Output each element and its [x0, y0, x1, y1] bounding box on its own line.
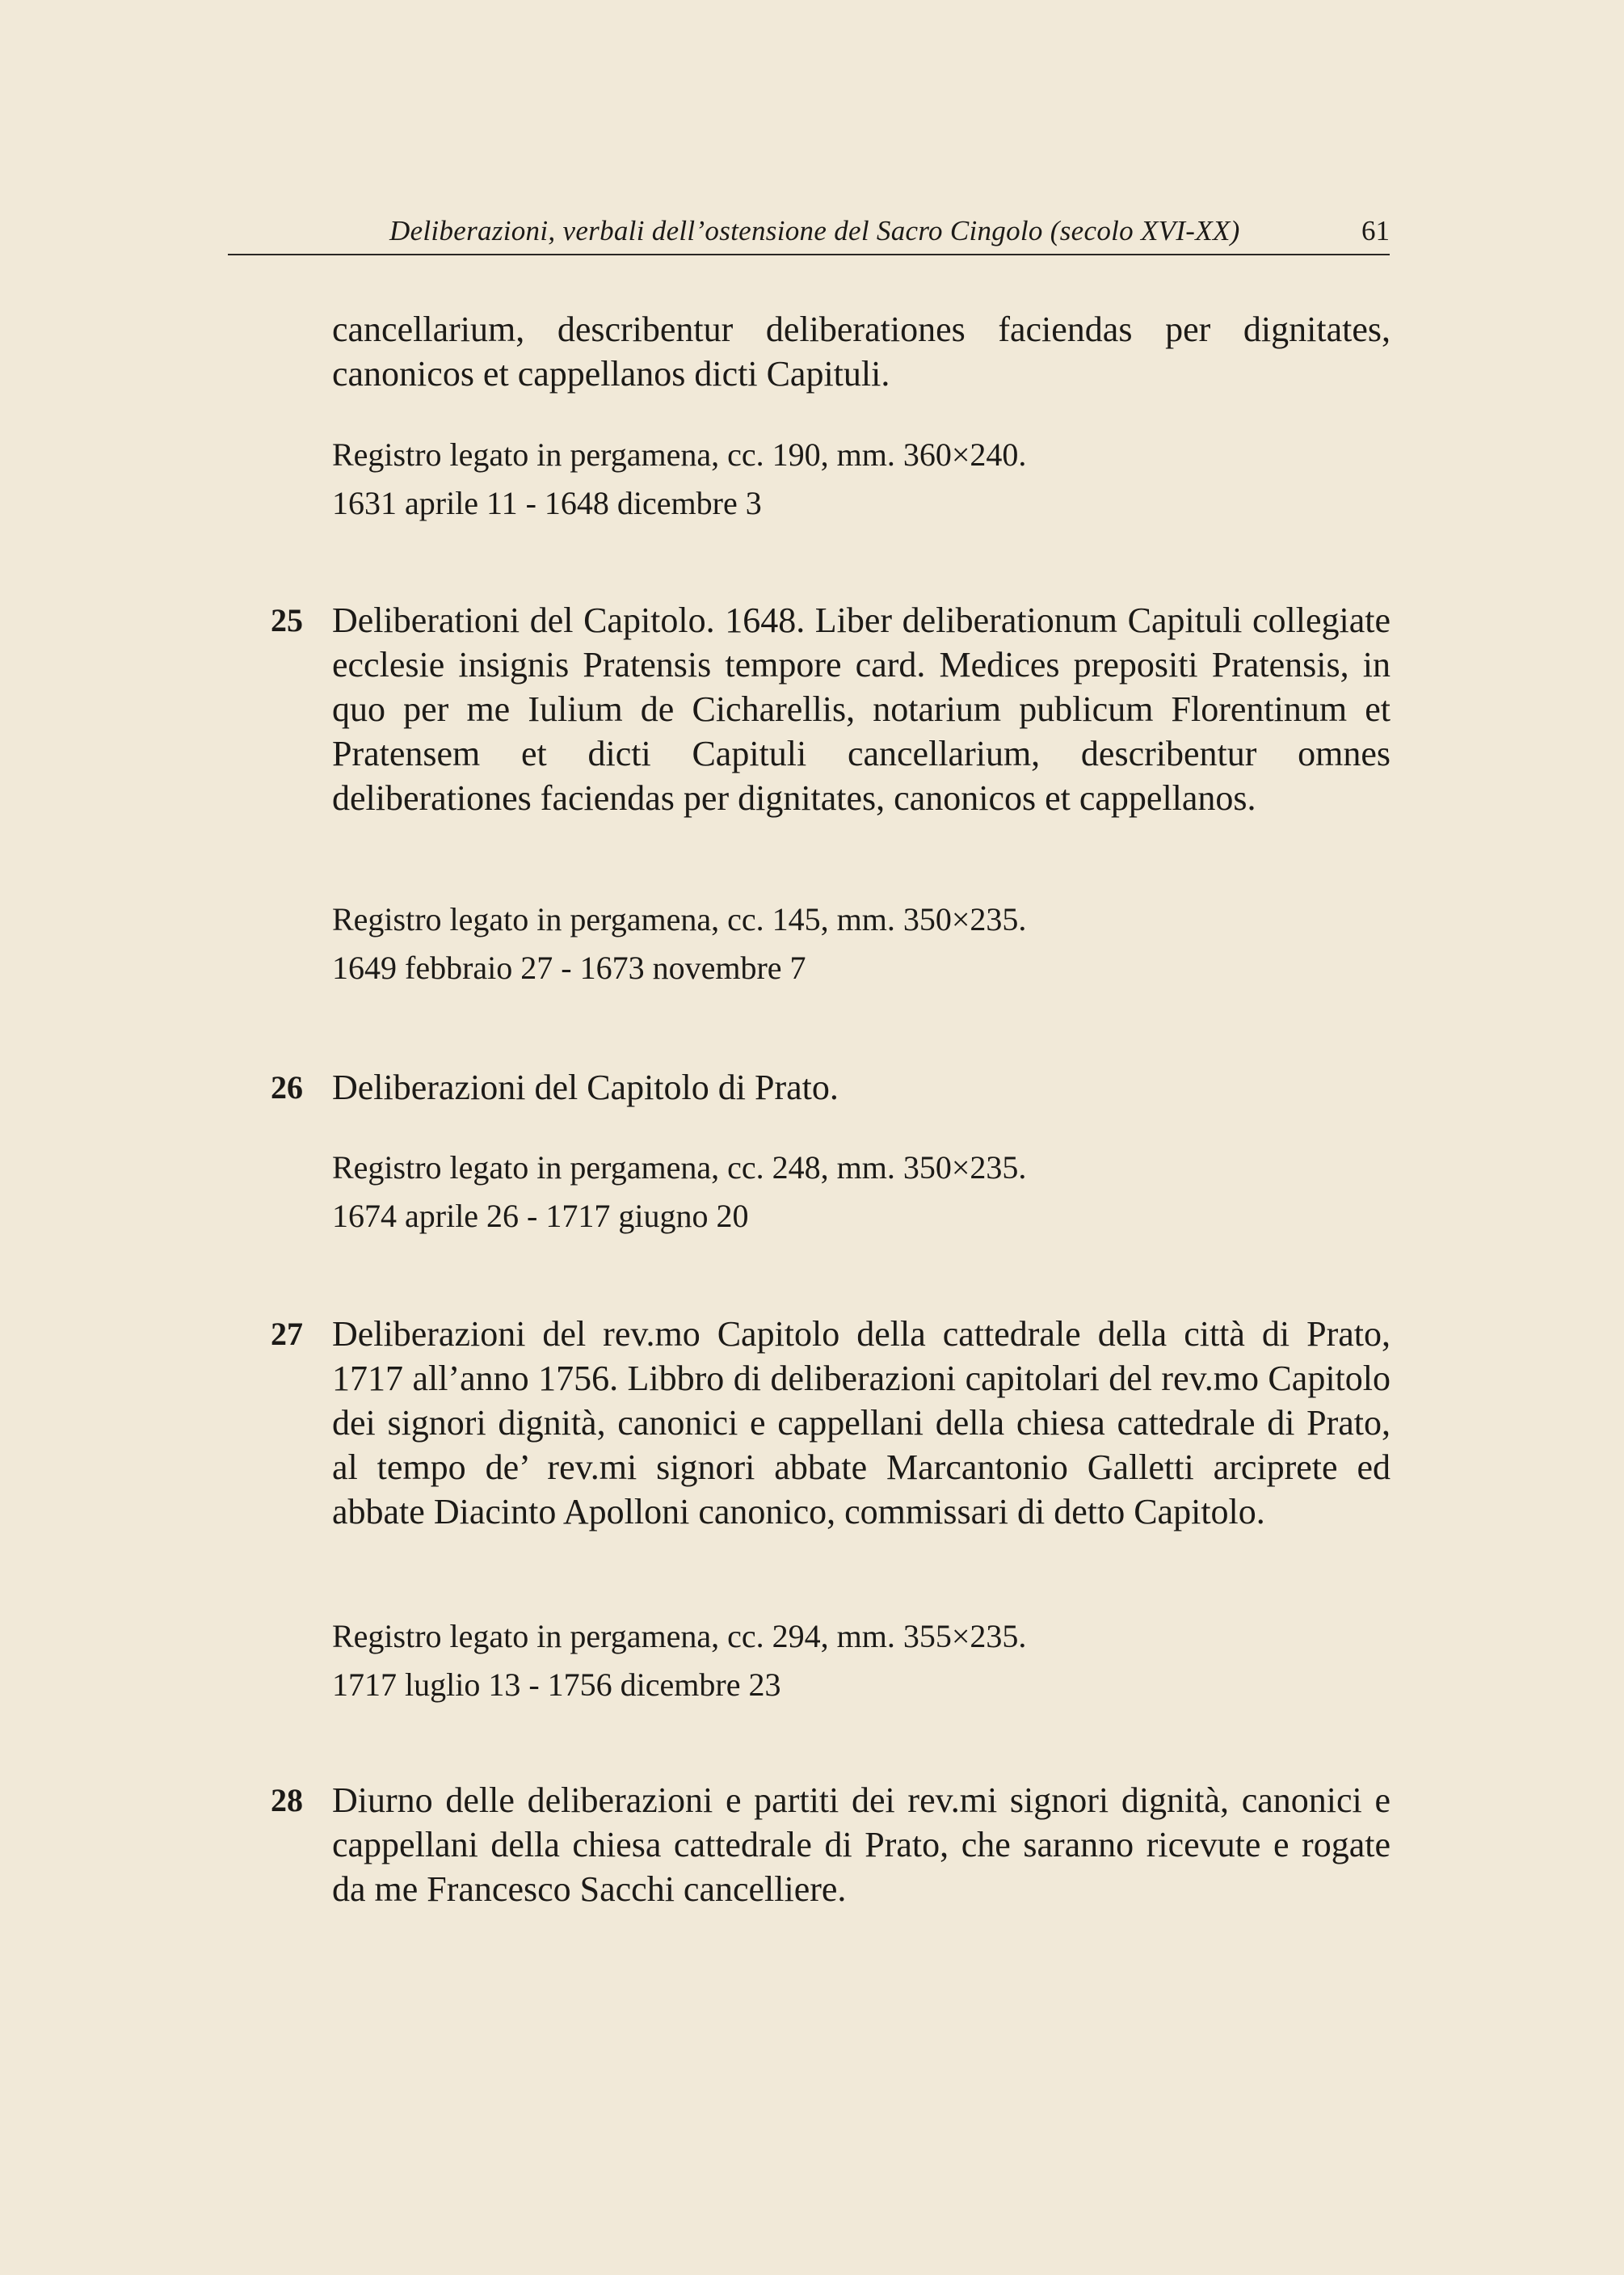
- entry-26-dates: 1674 aprile 26 - 1717 giugno 20: [332, 1198, 749, 1234]
- entry-26-meta: [332, 1148, 1390, 1237]
- running-header: [228, 209, 1390, 255]
- entry-25-dates: 1649 febbraio 27 - 1673 novembre 7: [332, 950, 806, 986]
- intro-registro: Registro legato in pergamena, cc. 190, mm. 360×240.: [332, 436, 1027, 473]
- header-title: Deliberazioni, verbali dell’ostensione del Sacro Cingolo (secolo XVI-XX): [389, 215, 1240, 246]
- entry-25: [332, 598, 1390, 820]
- entry-25-text: Deliberationi del Capitolo. 1648. Liber deliberationum Capituli collegiate ecclesie insignis Pratensis tempore card. Medices prepositi Pratensis, in quo per me Iulium de Cicharellis, notarium publicum Florentinum et Pratensem et dicti Capituli cancellarium, describentur omnes deliberationes faciendas per dignitates, canonicos et cappellanos.: [332, 600, 1390, 818]
- entry-28-text: Diurno delle deliberazioni e partiti dei rev.mi signori dignità, canonici e cappellani della chiesa cattedrale di Prato, che saranno ricevute e rogate da me Francesco Sacchi cancelliere.: [332, 1780, 1390, 1909]
- entry-26-registro: Registro legato in pergamena, cc. 248, mm. 350×235.: [332, 1149, 1027, 1186]
- entry-27-dates: 1717 luglio 13 - 1756 dicembre 23: [332, 1666, 781, 1703]
- entry-27-meta: [332, 1616, 1390, 1705]
- intro-meta: [332, 435, 1390, 524]
- intro-text: cancellarium, describentur deliberationes faciendas per dignitates, canonicos et cappellanos dicti Capituli.: [332, 310, 1390, 394]
- entry-25-meta: [332, 899, 1390, 988]
- entry-27-registro: Registro legato in pergamena, cc. 294, mm. 355×235.: [332, 1618, 1027, 1654]
- entry-number-28: 28: [271, 1782, 303, 1818]
- entry-number-26: 26: [271, 1069, 303, 1106]
- entry-25-registro: Registro legato in pergamena, cc. 145, mm. 350×235.: [332, 901, 1027, 937]
- entry-28: [332, 1778, 1390, 1911]
- entry-27-text: Deliberazioni del rev.mo Capitolo della cattedrale della città di Prato, 1717 all’anno 1756. Libbro di deliberazioni capitolari del rev.mo Capitolo dei signori dignità, canonici e cappellani della chiesa cattedrale di Prato, al tempo de’ rev.mi signori abbate Marcantonio Galletti arciprete ed abbate Diacinto Apolloni canonico, commissari di detto Capitolo.: [332, 1314, 1390, 1531]
- intro-dates: 1631 aprile 11 - 1648 dicembre 3: [332, 485, 762, 521]
- entry-27: [332, 1312, 1390, 1534]
- intro-continuation: [332, 307, 1390, 396]
- page-number: 61: [1361, 215, 1390, 246]
- entry-26-text: Deliberazioni del Capitolo di Prato.: [332, 1068, 839, 1107]
- entry-26: [332, 1065, 1390, 1110]
- entry-number-25: 25: [271, 602, 303, 638]
- entry-number-27: 27: [271, 1316, 303, 1352]
